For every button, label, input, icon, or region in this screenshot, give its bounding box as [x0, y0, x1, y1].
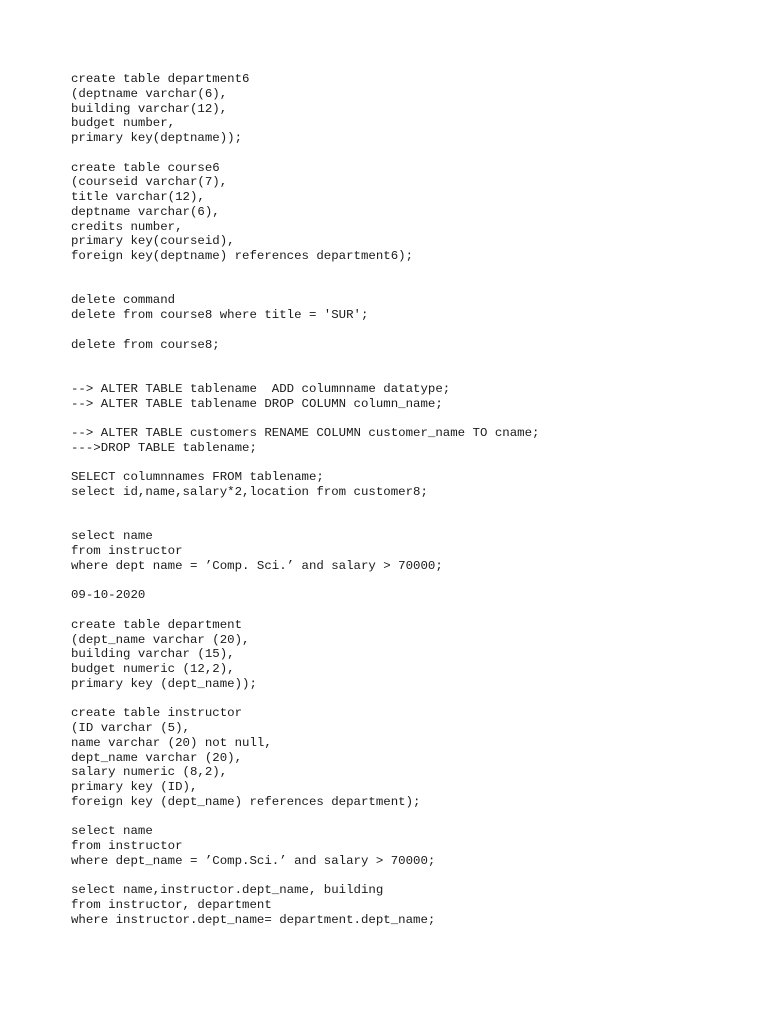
blank-line [71, 500, 731, 515]
blank-line [71, 869, 731, 884]
code-line: building varchar(12), [71, 101, 228, 116]
code-line: delete from course8; [71, 337, 220, 352]
code-line: where dept_name = ’Comp.Sci.’ and salary > 70000; [71, 853, 436, 868]
blank-line [71, 456, 731, 471]
blank-line [71, 264, 731, 279]
code-line: primary key(courseid), [71, 234, 235, 249]
code-line: --> ALTER TABLE tablename DROP COLUMN column_name; [71, 396, 443, 411]
code-line: (deptname varchar(6), [71, 86, 228, 101]
code-line: select id,name,salary*2,location from customer8; [71, 485, 428, 499]
blank-line [71, 574, 731, 589]
code-line: delete from course8 where title = 'SUR'; [71, 308, 369, 322]
code-line: title varchar(12), [71, 190, 205, 204]
code-line: primary key (ID), [71, 780, 198, 794]
code-line: salary numeric (8,2), [71, 765, 228, 780]
code-line: budget numeric (12,2), [71, 662, 235, 676]
code-line: from instructor [71, 544, 183, 558]
code-line: name varchar (20) not null, [71, 735, 272, 750]
code-line: foreign key(deptname) references department6); [71, 249, 414, 263]
blank-line [71, 810, 731, 825]
code-line: (courseid varchar(7), [71, 175, 228, 190]
date-line: 09-10-2020 [71, 588, 146, 603]
code-line: (ID varchar (5), [71, 721, 190, 735]
code-line: --> ALTER TABLE customers RENAME COLUMN customer_name TO cname; [71, 426, 540, 440]
blank-line [71, 515, 731, 530]
code-line: create table instructor [71, 706, 243, 721]
code-line: delete command [71, 293, 176, 308]
blank-line [71, 603, 731, 618]
blank-line [71, 323, 731, 338]
blank-line [71, 367, 731, 382]
code-line: where dept name = ’Comp. Sci.’ and salary > 70000; [71, 558, 443, 573]
code-line: credits number, [71, 219, 183, 234]
code-line: select name,instructor.dept_name, building [71, 883, 384, 898]
document-page [71, 72, 731, 928]
code-line: create table department [71, 617, 243, 632]
code-line: SELECT columnnames FROM tablename; [71, 470, 324, 485]
code-line: from instructor [71, 839, 183, 853]
code-line: primary key(deptname)); [71, 131, 243, 145]
code-line: deptname varchar(6), [71, 204, 220, 219]
code-line: --->DROP TABLE tablename; [71, 440, 257, 455]
code-line: create table course6 [71, 160, 220, 175]
code-line: primary key (dept_name)); [71, 676, 257, 691]
code-line: from instructor, department [71, 898, 272, 912]
blank-line [71, 352, 731, 367]
code-line: dept_name varchar (20), [71, 750, 243, 765]
code-line: select name [71, 824, 153, 839]
code-line: select name [71, 529, 153, 544]
code-line: create table department6 [71, 72, 250, 86]
blank-line [71, 411, 731, 426]
code-line: building varchar (15), [71, 647, 235, 662]
code-line: (dept_name varchar (20), [71, 632, 250, 647]
blank-line [71, 279, 731, 294]
code-line: foreign key (dept_name) references department); [71, 794, 421, 809]
code-line: where instructor.dept_name= department.dept_name; [71, 912, 436, 927]
code-line: --> ALTER TABLE tablename ADD columnname datatype; [71, 381, 451, 396]
blank-line [71, 146, 731, 161]
code-line: budget number, [71, 116, 176, 131]
blank-line [71, 692, 731, 707]
